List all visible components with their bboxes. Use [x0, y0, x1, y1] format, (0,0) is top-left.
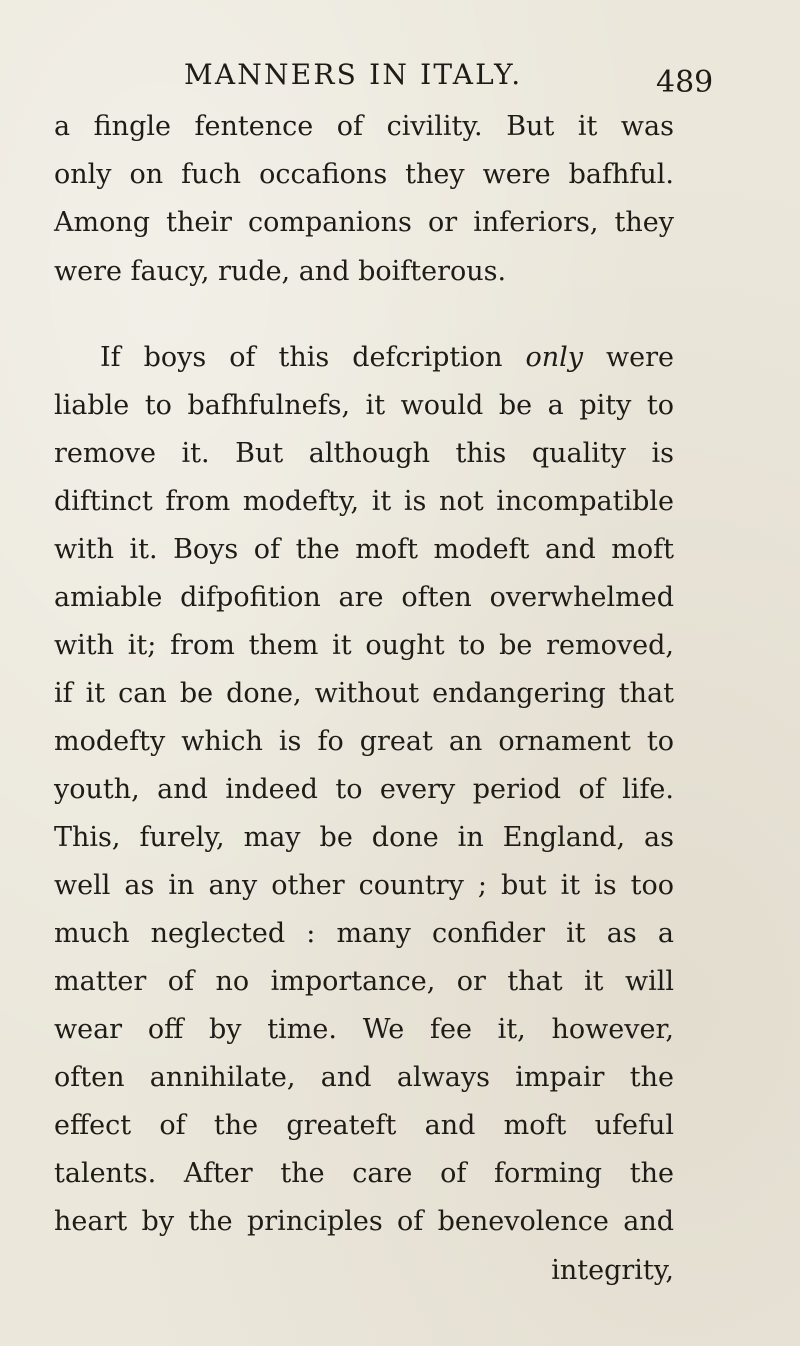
text-line: youth, and indeed to every period of life.	[54, 774, 674, 805]
text-line: much neglected : many confider it as a	[54, 918, 674, 949]
text-line: often annihilate, and always impair the	[54, 1062, 674, 1093]
text-line: modefty which is fo great an ornament to	[54, 726, 674, 757]
text-line: diftinct from modefty, it is not incompatible	[54, 486, 674, 517]
text-line: only on fuch occafions they were bafhful.	[54, 159, 674, 190]
catchword: integrity,	[551, 1255, 674, 1286]
text-line: with it; from them it ought to be removed,	[54, 630, 674, 661]
text-line: if it can be done, without endangering that	[54, 678, 674, 709]
running-head: MANNERS IN ITALY.	[184, 58, 523, 91]
text-line: matter of no importance, or that it will	[54, 966, 674, 997]
text-line: with it. Boys of the moft modeft and moft	[54, 534, 674, 565]
text-line: amiable difpofition are often overwhelmed	[54, 582, 674, 613]
text-line: effect of the greateft and moft ufeful	[54, 1110, 674, 1141]
page-number: 489	[656, 65, 714, 100]
text-line: This, furely, may be done in England, as	[54, 822, 674, 853]
text-line: liable to bafhfulnefs, it would be a pity to	[54, 390, 674, 421]
text-line: were faucy, rude, and boifterous.	[54, 256, 507, 287]
page-header	[184, 58, 714, 102]
text-line: Among their companions or inferiors, they	[54, 207, 674, 238]
text-line: well as in any other country ; but it is too	[54, 870, 674, 901]
text-line: remove it. But although this quality is	[54, 438, 674, 469]
text-line: a fingle fentence of civility. But it was	[54, 111, 674, 142]
text-line: heart by the principles of benevolence and	[54, 1206, 674, 1237]
text-line: talents. After the care of forming the	[54, 1158, 674, 1189]
text-line: wear off by time. We fee it, however,	[54, 1014, 674, 1045]
text-line: If boys of this defcription only were	[100, 342, 674, 373]
